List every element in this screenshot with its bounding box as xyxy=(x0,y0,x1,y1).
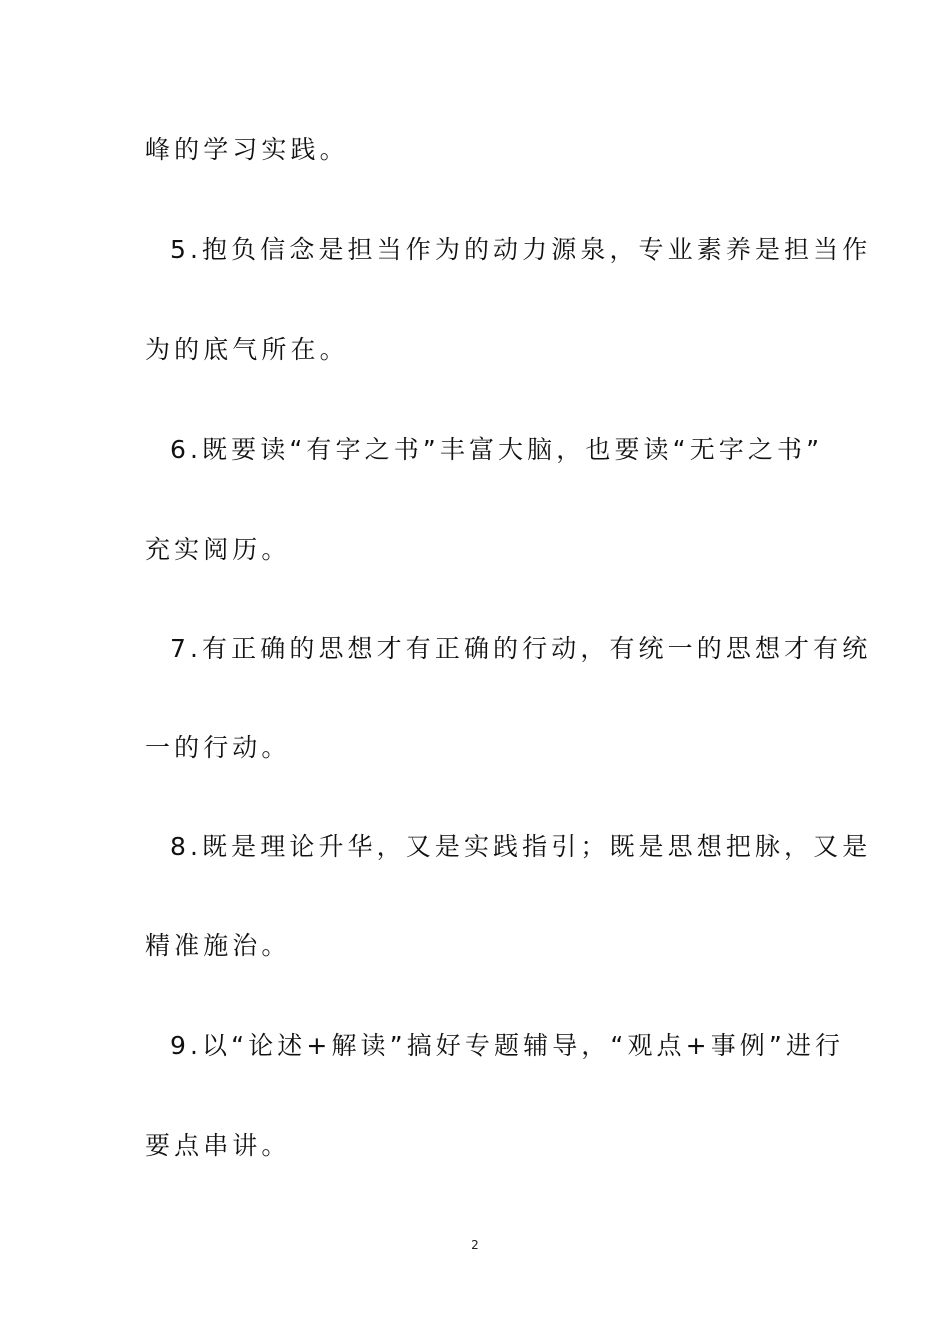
list-item-9-line-1: 9.以“论述+解读”搞好专题辅导，“观点+事例”进行 xyxy=(170,1031,845,1060)
list-item-8-line-1: 8.既是理论升华，又是实践指引；既是思想把脉，又是 xyxy=(170,832,872,861)
list-item-6-line-2: 充实阅历。 xyxy=(145,535,291,564)
list-item-6-line-1: 6.既要读“有字之书”丰富大脑，也要读“无字之书” xyxy=(170,435,824,464)
page-number: 2 xyxy=(471,1238,479,1252)
paragraph-line-continuation: 峰的学习实践。 xyxy=(145,135,349,164)
list-item-5-line-2: 为的底气所在。 xyxy=(145,335,349,364)
list-item-7-line-2: 一的行动。 xyxy=(145,733,291,762)
list-item-9-line-2: 要点串讲。 xyxy=(145,1131,291,1160)
list-item-5-line-1: 5.抱负信念是担当作为的动力源泉，专业素养是担当作 xyxy=(170,235,872,264)
list-item-7-line-1: 7.有正确的思想才有正确的行动，有统一的思想才有统 xyxy=(170,634,872,663)
list-item-8-line-2: 精准施治。 xyxy=(145,931,291,960)
